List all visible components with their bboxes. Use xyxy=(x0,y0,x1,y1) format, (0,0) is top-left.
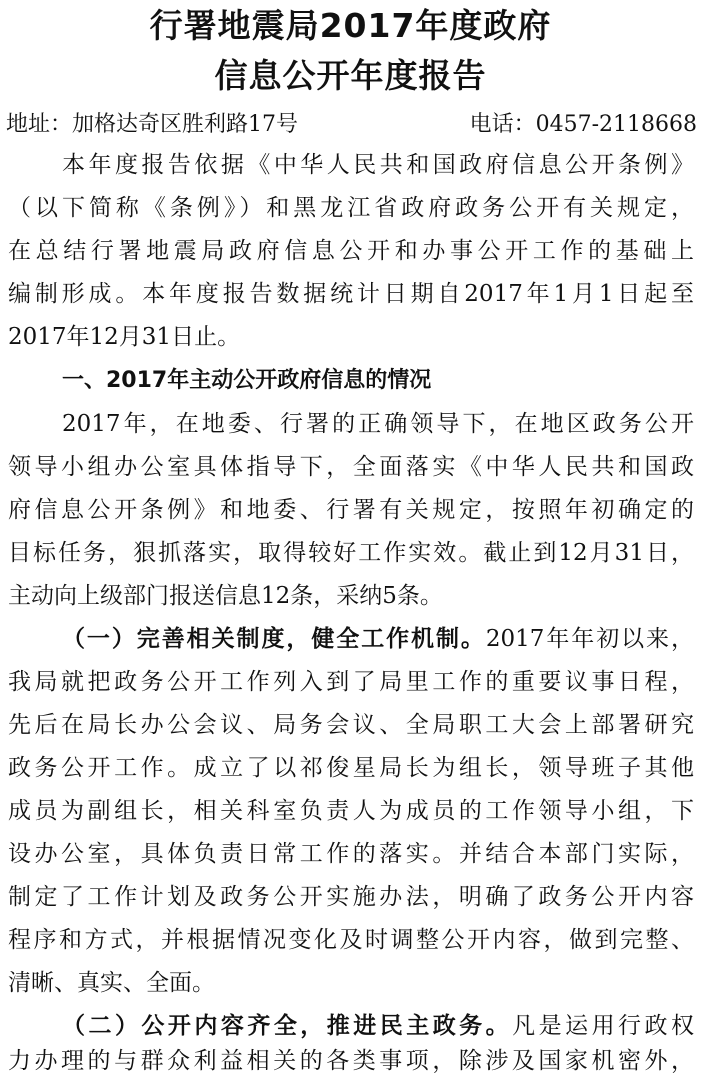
subsection1-line: 程序和方式，并根据情况变化及时调整公开内容，做到完整、 xyxy=(8,927,694,953)
section1-line: 目标任务，狠抓落实，取得较好工作实效。截止到12月31日， xyxy=(8,540,694,566)
document-title-line1: 行署地震局2017年度政府 xyxy=(149,6,552,45)
subsection1-line: 清晰、真实、全面。 xyxy=(8,970,215,996)
address-text: 地址：加格达奇区胜利路17号 xyxy=(6,112,298,137)
subsection1-line: 制定了工作计划及政务公开实施办法，明确了政务公开内容 xyxy=(8,884,694,910)
section1-line: 府信息公开条例》和地委、行署有关规定，按照年初确定的 xyxy=(8,497,694,523)
intro-line: （以下简称《条例》）和黑龙江省政府政务公开有关规定， xyxy=(8,195,694,221)
intro-line: 本年度报告依据《中华人民共和国政府信息公开条例》 xyxy=(62,152,694,178)
subsection1-line: 设办公室，具体负责日常工作的落实。并结合本部门实际， xyxy=(8,841,694,867)
subsection1-line: 政务公开工作。成立了以祁俊星局长为组长，领导班子其他 xyxy=(8,755,694,781)
document-title-line2: 信息公开年度报告 xyxy=(214,56,487,95)
subsection2-first-line xyxy=(62,1011,694,1041)
subsection2-heading: （二）公开内容齐全，推进民主政务。 xyxy=(62,1013,513,1039)
subsection2-line: 力办理的与群众利益相关的各类事项，除涉及国家机密外， xyxy=(8,1048,694,1074)
subsection2-first-text: 凡是运用行政权 xyxy=(512,1013,695,1039)
subsection1-first-line xyxy=(62,624,694,654)
intro-line: 编制形成。本年度报告数据统计日期自2017年1月1日起至 xyxy=(8,281,694,307)
intro-line: 2017年12月31日止。 xyxy=(8,324,241,350)
subsection1-line: 先后在局长办公会议、局务会议、全局职工大会上部署研究 xyxy=(8,712,694,738)
subsection1-first-text: 2017年年初以来， xyxy=(485,626,694,652)
phone-text: 电话：0457-2118668 xyxy=(469,112,697,137)
section1-line: 主动向上级部门报送信息12条，采纳5条。 xyxy=(8,583,443,609)
subsection1-line: 我局就把政务公开工作列入到了局里工作的重要议事日程， xyxy=(8,669,694,695)
section-heading: 一、2017年主动公开政府信息的情况 xyxy=(62,368,432,393)
section1-line: 领导小组办公室具体指导下，全面落实《中华人民共和国政 xyxy=(8,454,694,480)
subsection1-line: 成员为副组长，相关科室负责人为成员的工作领导小组，下 xyxy=(8,798,694,824)
subsection1-heading: （一）完善相关制度，健全工作机制。 xyxy=(62,626,486,652)
section1-line: 2017年，在地委、行署的正确领导下，在地区政务公开 xyxy=(62,411,694,437)
intro-line: 在总结行署地震局政府信息公开和办事公开工作的基础上 xyxy=(8,238,694,264)
